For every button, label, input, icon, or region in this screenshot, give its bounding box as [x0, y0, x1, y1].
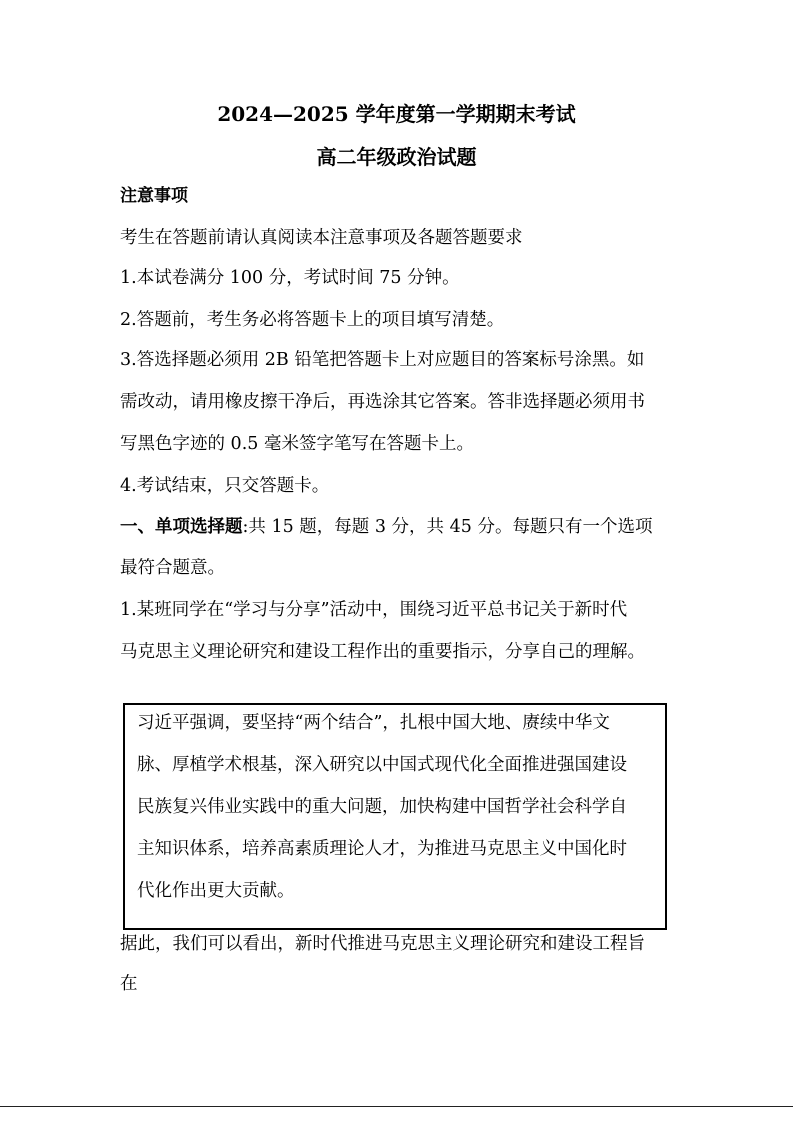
section-1-heading: 一、单项选择题 [120, 517, 243, 537]
section-1-description: :共 15 题，每题 3 分，共 45 分。每题只有一个选项 [242, 517, 653, 537]
notice-item-4: 4.考试结束，只交答题卡。 [120, 476, 330, 496]
notice-item-3-line-3: 写黑色字迹的 0.5 毫米签字笔写在答题卡上。 [120, 434, 474, 454]
section-1-intro [120, 515, 652, 539]
exam-title: 2024—2025 学年度第一学期期末考试 [217, 102, 576, 126]
section-1-description-line-2: 最符合题意。 [120, 558, 225, 578]
question-1-followup-line-2: 在 [120, 974, 138, 994]
quote-line-4: 主知识体系，培养高素质理论人才，为推进马克思主义中国化时 [137, 839, 627, 859]
quote-line-1: 习近平强调，要坚持“两个结合”，扎根中国大地、赓续中华文 [137, 713, 610, 733]
quote-line-5: 代化作出更大贡献。 [137, 881, 295, 901]
question-1-followup-line-1: 据此，我们可以看出，新时代推进马克思主义理论研究和建设工程旨 [120, 934, 645, 954]
quote-line-3: 民族复兴伟业实践中的重大问题，加快构建中国哲学社会科学自 [137, 797, 627, 817]
question-1-stem-line-2: 马克思主义理论研究和建设工程作出的重要指示，分享自己的理解。 [120, 642, 645, 662]
page-bottom-rule [0, 1106, 793, 1107]
quote-line-2: 脉、厚植学术根基，深入研究以中国式现代化全面推进强国建设 [137, 755, 627, 775]
notice-item-3-line-2: 需改动，请用橡皮擦干净后，再选涂其它答案。答非选择题必须用书 [120, 392, 645, 412]
question-1-stem-line-1: 1.某班同学在“学习与分享”活动中，围绕习近平总书记关于新时代 [120, 600, 628, 620]
notice-item-2: 2.答题前，考生务必将答题卡上的项目填写清楚。 [120, 310, 505, 330]
notice-intro: 考生在答题前请认真阅读本注意事项及各题答题要求 [120, 228, 523, 248]
notice-heading: 注意事项 [120, 186, 188, 206]
notice-item-3-line-1: 3.答选择题必须用 2B 铅笔把答题卡上对应题目的答案标号涂黑。如 [120, 350, 645, 370]
notice-item-1: 1.本试卷满分 100 分，考试时间 75 分钟。 [120, 268, 460, 288]
exam-subtitle: 高二年级政治试题 [316, 145, 477, 169]
